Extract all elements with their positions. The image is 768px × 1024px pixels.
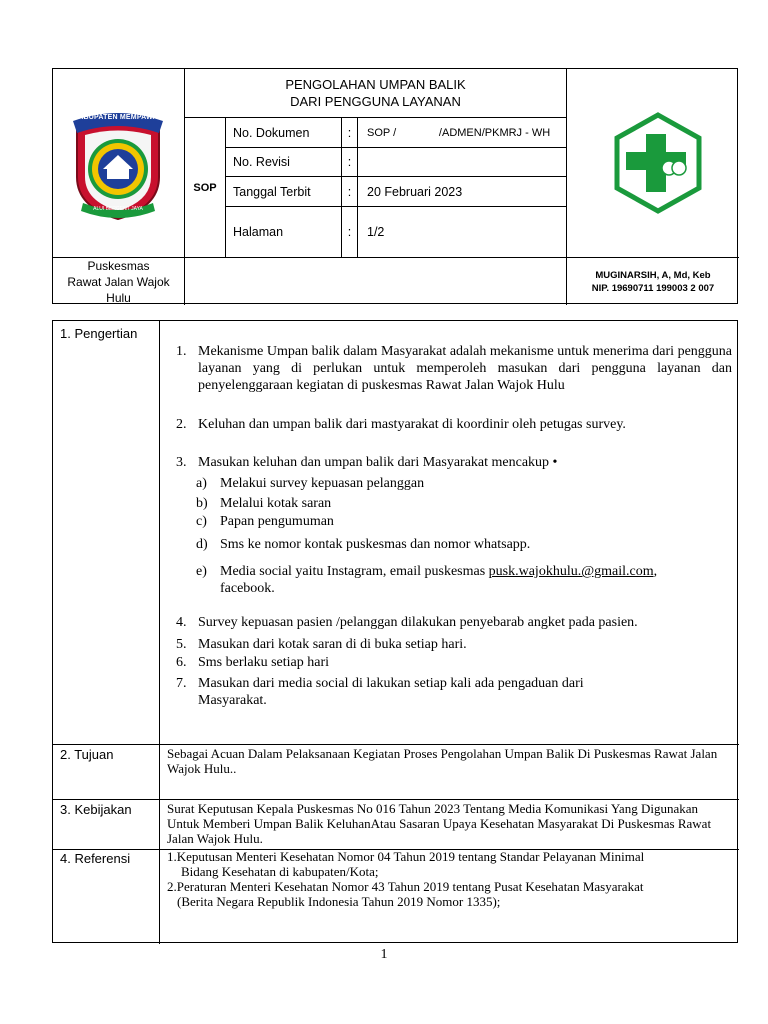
section-label-tujuan: 2. Tujuan [60, 747, 114, 762]
document-title [185, 69, 566, 117]
item-text: Keluhan dan umpan balik dari mastyarakat di koordinir oleh petugas survey. [198, 417, 626, 432]
section-content-tujuan: Sebagai Acuan Dalam Pelaksanaan Kegiatan Proses Pengolahan Umpan Balik Di Puskesmas Rawat Jalan Wajok Hulu.. [167, 746, 718, 776]
item-number: 2. [176, 417, 187, 432]
sub-item-text-part: , [653, 564, 658, 579]
field-label-no-revisi: No. Revisi [233, 155, 290, 169]
section-content-kebijakan: Surat Keputusan Kepala Puskesmas No 016 Tahun 2023 Tentang Media Komunikasi Yang Digunakan Untuk Memberi Umpan Balik KeluhanAtau Sasaran Upaya Kesehatan Masyarakat Di Puskesmas Rawat Jalan Wajok Hulu. [167, 801, 712, 846]
left-logo-ribbon: ALUI BERGENT JAYA [93, 206, 143, 212]
item-text: Masukan dari kotak saran di di buka setiap hari. [198, 637, 467, 652]
item-number: 3. [176, 455, 187, 470]
sub-item-letter: a) [196, 476, 207, 491]
field-sep: : [347, 225, 352, 239]
signer-block [567, 258, 739, 305]
title-line-1: PENGOLAHAN UMPAN BALIK [285, 77, 466, 92]
sub-item-letter: c) [196, 514, 207, 529]
title-line-2: DARI PENGGUNA LAYANAN [290, 94, 461, 109]
section-content-referensi [167, 849, 733, 909]
item-text: Mekanisme Umpan balik dalam Masyarakat adalah mekanisme untuk menerima dari pengguna layanan yang di perlukan untuk memperoleh masukan dari pengguna layanan dan penyelenggaraan kegiatan di puskesmas Rawat Jalan Wajok Hulu [198, 344, 732, 393]
section-label-pengertian: 1. Pengertian [60, 326, 138, 341]
sop-header-table [52, 68, 738, 304]
item-text: Sms berlaku setiap hari [198, 655, 330, 670]
sub-item-letter: e) [196, 564, 207, 579]
field-value-no-revisi [367, 148, 566, 176]
section-content-pengertian [166, 321, 732, 744]
item-number: 7. [176, 676, 187, 691]
reference-item [167, 849, 733, 879]
puskesmas-logo [613, 112, 703, 214]
item-text: Masukan dari media social di lakukan setiap kali ada pengaduan dari Masyarakat. [198, 676, 584, 708]
left-logo-banner: KABUPATEN MEMPAWAH [73, 114, 163, 121]
field-value-tanggal-terbit: 20 Februari 2023 [367, 184, 463, 199]
field-sep: : [347, 125, 352, 140]
org-line-2: Rawat Jalan Wajok [67, 274, 170, 289]
sub-item-text: Papan pengumuman [220, 514, 334, 529]
reference-item [167, 879, 733, 909]
sub-item-text-part: facebook. [220, 581, 275, 596]
item-number: 1. [176, 344, 187, 359]
reference-line: 1.Keputusan Menteri Kesehatan Nomor 04 Tahun 2019 tentang Standar Pelayanan Minimal [167, 849, 645, 864]
item-number: 6. [176, 655, 187, 670]
sub-item-text-part: Media social yaitu Instagram, email puskesmas [220, 564, 489, 579]
item-number: 5. [176, 637, 187, 652]
sop-label: SOP [193, 181, 217, 194]
section-label-kebijakan: 3. Kebijakan [60, 802, 132, 817]
reference-line: Bidang Kesehatan di kabupaten/Kota; [181, 864, 379, 879]
item-text: Masukan keluhan dan umpan balik dari Masyarakat mencakup • [198, 455, 558, 470]
field-sep: : [347, 155, 352, 169]
sub-item-letter: d) [196, 537, 208, 552]
section-label-referensi: 4. Referensi [60, 851, 131, 866]
org-line-1: Puskesmas [87, 258, 150, 273]
field-sep: : [347, 184, 352, 199]
email-link[interactable]: pusk.wajokhulu.@gmail.com [488, 564, 654, 579]
sop-body-table [52, 320, 738, 943]
signer-name: MUGINARSIH, A, Md, Keb [595, 269, 711, 281]
reference-line: 2.Peraturan Menteri Kesehatan Nomor 43 Tahun 2019 tentang Pusat Kesehatan Masyarakat [167, 879, 644, 894]
item-text: Survey kepuasan pasien /pelanggan dilakukan penyebarab angket pada pasien. [198, 615, 638, 630]
reference-line: (Berita Negara Republik Indonesia Tahun 2019 Nomor 1335); [177, 894, 501, 909]
field-label-tanggal-terbit: Tanggal Terbit [233, 184, 311, 199]
org-line-3: Hulu [106, 290, 131, 305]
page-number: 1 [380, 947, 388, 962]
field-label-no-dokumen: No. Dokumen [233, 125, 310, 140]
sub-item-text: Melakui survey kepuasan pelanggan [220, 476, 425, 491]
sub-item-text: Sms ke nomor kontak puskesmas dan nomor whatsapp. [220, 537, 531, 552]
sub-item-text [220, 563, 732, 597]
item-number: 4. [176, 615, 187, 630]
field-label-halaman: Halaman [233, 225, 284, 239]
organization-name [53, 258, 184, 305]
field-value-no-dokumen: SOP / /ADMEN/PKMRJ - WH [367, 126, 551, 139]
sub-item-text: Melalui kotak saran [220, 496, 332, 511]
field-value-halaman: 1/2 [367, 225, 385, 239]
sub-item-letter: b) [196, 496, 208, 511]
signer-nip: NIP. 19690711 199003 2 007 [591, 282, 715, 294]
